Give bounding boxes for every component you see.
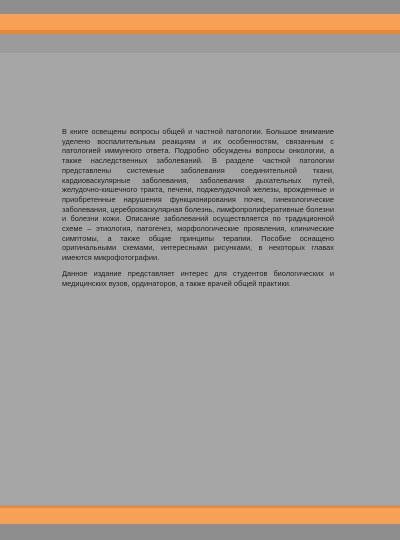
annotation-paragraph-1: В книге освещены вопросы общей и частной патологии. Большое внимание уделено воспалительным реакциям и их особенностям, связанным с патологией иммунного ответа. Подробно обсуждены вопросы онкологии, а также наследственных заболеваний. В разделе частной патологии представлены системные заболевания соединительной ткани, кардиоваскулярные заболевания, заболевания дыхательных путей, желудочно-кишечного тракта, печени, поджелудочной железы, врожденные и приобретенные нарушения функционирования почек, гинекологические заболевания, цереброваскулярная болезнь, лимфопролиферативные болезни и болезни кожи. Описание заболеваний осуществляется по традиционной схеме – этиология, патогенез, морфологические проявления, клинические симптомы, а также общие принципы терапии. Пособие оснащено оригинальными схемами, интересными рисунками, в некоторых главах имеются микрофотографии. [62,127,334,263]
bottom-gray-strip [0,524,400,540]
annotation-paragraph-2: Данное издание представляет интерес для студентов биологических и медицинских вузов, ординаторов, а также врачей общей практики. [62,268,334,288]
top-gray-divider [0,33,400,53]
top-orange-stripe [0,14,400,30]
top-gray-strip [0,0,400,14]
annotation-text [62,127,334,288]
bottom-orange-stripe [0,508,400,524]
